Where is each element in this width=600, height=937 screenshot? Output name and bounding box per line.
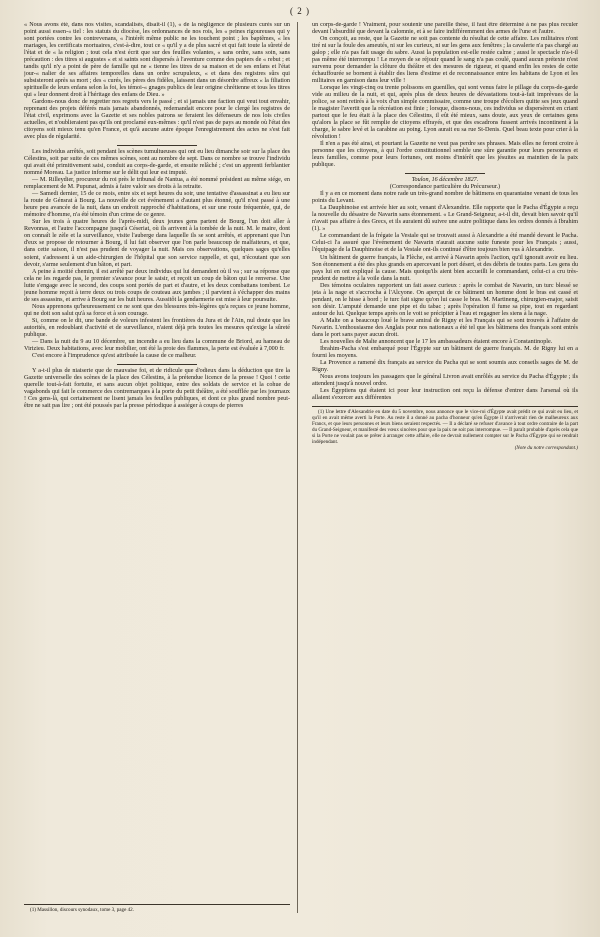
separator (405, 173, 485, 174)
columns (24, 22, 578, 913)
paragraph: Il y a en ce moment dans notre rade un très-grand nombre de bâtimens en quarantaine venant de tous les points du Levant. (312, 191, 578, 205)
paragraph: Le commandant de la frégate la Vestale qui se trouvait aussi à Alexandrie a été mandé devant le Pacha. Celui-ci l'a assuré que l'événement de Navarin n'aurait aucune suite funeste pour les Français ; aussi, l'équipage de la Dauphinoise et de la Vestale ont-ils continué d'être toujours bien vus à Alexandrie. (312, 233, 578, 254)
dateline: Toulon, 16 décembre 1827. (411, 177, 479, 184)
footnote (312, 409, 578, 451)
paragraph: un corps-de-garde ! Vraiment, pour soutenir une pareille thèse, il faut être déterminé à ne pas plus reculer devant l'absurdité que devant la calomnie, et à se faire indifféremment des armes de l'une et l'autre. (312, 22, 578, 36)
paragraph: Si, comme on le dit, une bande de voleurs infestent les frontières du Jura et de l'Ain, nul doute que les autorités, en redoublant d'activité et de surveillance, n'aient déjà pris toutes les mesures qu'exige la sûreté publique. (24, 317, 290, 338)
footnote-rule (312, 406, 578, 407)
page-number: ( 2 ) (290, 6, 310, 16)
paragraph: Ibrahim-Pacha s'est embarqué pour l'Égypte sur un bâtiment de guerre français. M. de Rigny lui en a fourni les moyens. (312, 345, 578, 359)
separator (117, 145, 197, 146)
paragraph: C'est encore à l'imprudence qu'est attribuée la cause de ce malheur. (32, 352, 197, 359)
paragraph: — Dans la nuit du 9 au 10 décembre, un incendie a eu lieu dans la commune de Briord, au hameau de Virizieu. Deux habitations, avec leur mobilier, ont été la proie des flammes, la perte est évaluée à 7,000 fr. (24, 338, 290, 352)
paragraph: A peine à moitié chemin, il est arrêté par deux individus qui lui demandent où il va ; sur sa réponse que cela ne les regarde pas, le premier s'avance pour le saisir, et reçoit un coup de bâton qui le renverse. Une lutte s'engage avec le second, des coups sont portés de part et d'autre, et les deux combattans tombent. Le jeune homme reçoit à terre deux ou trois coups de couteau aux jambes ; il parvient à s'échapper des mains de ses assassins, et arrive à Bourg sur les huit heures. Aussitôt la gendarmerie est mise à leur poursuite. (24, 268, 290, 303)
paragraph: La Dauphinoise est arrivée hier au soir, venant d'Alexandrie. Elle rapporte que le Pacha d'Égypte a reçu la nouvelle du désastre de Navarin sans étonnement. « Le Grand-Seigneur, a-t-il dit, devait bien savoir qu'il n'avait pas affaire à des Grecs, et ils auraient dû suivre une autre politique dans les ordres donnés à Ibrahim (1). » (312, 205, 578, 233)
paragraph: Gardons-nous donc de regretter nos regrets vers le passé ; et si jamais une faction qui veut tout envahir, reprenant des projets déférés mais jamais abandonnés, redemandait encore pour le clergé les registres de l'état civil, exprimons avec la Gazette et ses nobles patrons se feraient les défenseurs de nos lois civiles actuelles, et n'oublieraient pas qu'ils ont proclamé eux-mêmes : qu'il n'est pas de pays au monde où l'état des citoyens soit mieux tenu qu'en France, et qu'à aucune autre époque l'enregistrement des actes ne s'est fait avec plus de régularité. (24, 99, 290, 141)
paragraph: Des témoins oculaires rapportent un fait assez curieux : après le combat de Navarin, un turc blessé se jeta à la nage et s'accrocha à l'Alcyone. On aperçut de ce bâtiment un homme dont le bras est cassé et pendant, on le hisse à bord ; le turc fait signe qu'on lui casse le bras. M. Martineng, chirurgien-major, saisit son désir. L'amputé demande une pipe et du tabac ; après l'opération il fume sa pipe, tout en regardant autour de lui. Quelque temps après on le voit se précipiter à l'eau et regagner les siens à la nage. (312, 282, 578, 317)
quote-paragraph: « Nous avons été, dans nos visites, scandalisés, disait-il (1), « de la négligence de plusieurs curés sur un point aussi essen-« tiel : les statuts du diocèse, les ordonnances de nos rois, les « peines rigoureuses qui y sont portées contre les contrevenans, « l'intérêt même public ne les touchent point ; les baptêmes, « les mariages, les certificats mortuaires, c'est-à-dire, tout ce « qu'il y a de plus sacré et qui fait toute la sûreté de l'état et de « la religion ; tout cela n'est écrit que sur des feuilles volantes, « sans ordre, sans soin, sans précaution : des titres si augustes « et si saints sont dispersés à l'aventure comme des papiers de « rebut ; et tandis qu'il n'y a point de père de famille qui ne « tienne les titres de sa maison et de ses enfans et l'état jour-« nalier de ses affaires temporelles dans un ordre scrupuleux, « et dans des registres sûrs qui subsisteront après sa mort ; des « curés, les pères des fidèles, laissent dans un désordre affreux « la filiation spirituelle de leurs enfans selon la foi, les témoi-« gnages publics de leur origine chrétienne et tous les titres qui « leur donnent droit à l'héritage des enfans de Dieu. » (24, 22, 290, 99)
paragraph: Y a-t-il plus de niaiserie que de mauvaise foi, et de ridicule que d'odieux dans la déduction que tire la Gazette universelle des scènes de la place des Célestins, à la prétendue licence de la presse ! Quoi ! cette querelle tout-à-fait fortuite, et sans aucun objet politique, entre des soldats de service et la cohue de vagabonds qui fait le commerce des contremarques à la porte du petit théâtre, a été soufflée par les journaux ! Ces gens-là, qui certainement ne lisent jamais les feuilles publiques, et dont ce plus grand nombre peut-être ne sait pas lire ; ont été poussés par la presse périodique à assiéger à coups de pierres (24, 367, 290, 409)
paragraph: Nous avons toujours les passagers que le général Livron avait enrôlés au service du Pacha d'Égypte ; ils attendent jusqu'à nouvel ordre. (312, 373, 578, 387)
paragraph: Nous apprenons qu'heureusement ce ne sont que des blessures très-légères qu'a reçues ce jeune homme, qui ne doit son salut qu'à sa force et à son courage. (24, 303, 290, 317)
paragraph: A Malte on a beaucoup loué le brave amiral de Rigny et les Français qui se sont trouvés à l'affaire de Navarin. L'enthousiasme des Anglais pour nos nationaux a été tel que les bâtimens des français sont entrés dans le port sans payer aucun droit. (312, 317, 578, 338)
paragraph: Les nouvelles de Malte annoncent que le 17 les ambassadeurs étaient encore à Constantinople. (320, 338, 553, 345)
paragraph: On conçoit, au reste, que la Gazette ne soit pas contente du résultat de cette affaire. Les militaires n'ont tiré ni sur la foule des ameutés, ni sur les curieux, ni sur les gens aux fenêtres ; la cavalerie n'a pas chargé au galop ; elle n'a pas fait usage du sabre. Aussi la population est-elle restée calme ; aussi le spectacle n'a-t-il pas même été interrompu ! Le moyen de se réjouir quand le sang n'a pas coulé, quand aucun prétexte n'est survenu pour demander la clôture du théâtre et des mesures de rigueur, et quand enfin les restes de cette échauffourée se bornent à établir des liens d'estime et de reconnaissance entre les habitans de Lyon et les militaires en garnison dans leur ville ! (312, 36, 578, 85)
left-article (24, 22, 290, 410)
footnote (24, 907, 290, 913)
paragraph: — M. Rilleydier, procureur du roi près le tribunal de Nantua, a été nommé président au même siége, en remplacement de M. Pupunat, admis à faire valoir ses droits à la retraite. (24, 177, 290, 191)
paragraph: Lorsque les vingt-cinq ou trente polissons en guenilles, qui sont venus faire le pillage du corps-de-garde vide au milieu de la nuit, et qui, après plus de deux heures de dévastations tout-à-fait imprévues de la police, se sont retirés à la voix d'un simple commissaire, comme une troupe d'écoliers quitte ses jeux quand le magister l'avertit que la récréation est finie ; lorsque, disons-nous, ces individus se dispersèrent en criant partout que le feu était à la place des Célestins, il eût été mieux, sans doute, aux yeux de certaines gens qu'alors la place se fût remplie de citoyens effrayés, et que des escadrons fussent arrivés incontinent à la charge, le sabre levé et la carabine au poing. Lyon aurait eu sa rue St-Denis. Quel beau texte pour crier à la révolution ! (312, 85, 578, 141)
paragraph: Les Égyptiens qui étaient ici pour leur instruction ont reçu la défense d'entrer dans l'arsenal où ils allaient s'exercer aux différentes (312, 387, 578, 401)
right-column (312, 22, 578, 913)
correspondent-line: (Correspondance particulière du Précurseur.) (389, 184, 501, 191)
paragraph: — Samedi dernier, 15 de ce mois, entre six et sept heures du soir, une tentative d'assassinat a eu lieu sur la route de Génsrat à Bourg. La nouvelle de cet événement a d'autant plus étonné, qu'il n'est passé à une heure peu avancée de la nuit, dans un endroit rapproché d'habitations, et sur une route fréquentée, qui, de mémoire d'homme, n'a été témoin d'un crime de ce genre. (24, 191, 290, 219)
paragraph: Sur les trois à quatre heures de l'après-midi, deux jeunes gens partent de Bourg, l'un doit aller à Revonnas, et l'autre l'accompagne jusqu'à Céseriat, où ils arrivent à la tombée de la nuit. M. le maire, dont on connaît le zèle et la surveillance, visite l'auberge dans laquelle ils se sont arrêtés, et apprenant que l'un d'eux se propose de retourner à Bourg, il lui fait observer que l'on parle beaucoup de malfaiteurs, et que, dans cette saison, il n'est pas prudent de voyager la nuit. Mais ces observations, quelques sages qu'elles soient, s'adressent à un aide-chirurgien de l'hôpital que son service rappelle, et qui, n'écoutant que son devoir, s'arme seulement d'un bâton, et part. (24, 219, 290, 268)
footnote-text: (1) Une lettre d'Alexandrie en date du 5 novembre, nous annonce que le vice-roi d'Égypte avait prédit ce qui avait eu lieu, et qu'il en avait même averti la Porte. Au reste il a donné au pacha d'honneur qu'en Égypte il n'arriverait rien de malheureux aux Francs, et que leurs personnes et leurs biens seraient respectés. — Il a déclaré se refuser d'avance à tout ordre contraire de la part du Grand-Seigneur, et manifesté des vœux sincères pour que la paix ne soit pas interrompue. — Il paraît probable d'après cela que si la Porte ne voulait pas se prêter à arranger cette affaire, elle ne devrait nullement compter sur le Pacha d'Égypte qui se rendrait indépendant. (312, 408, 578, 445)
footnote-signature: (Note du notre correspondant.) (514, 444, 578, 451)
footnote-rule (24, 904, 290, 905)
left-column (24, 22, 298, 913)
paragraph: Un bâtiment de guerre français, la Flèche, est arrivé à Navarin après l'action, qu'il ignorait avoir eu lieu. Son étonnement a été des plus grands en apercevant le port désert, et des débris de toutes parts. Les gens du pays lui en ont expliqué la cause. Mais quoiqu'ils aient bien accueilli le commandant, celui-ci a cru très-prudent de mettre à la voile dans la nuit. (312, 254, 578, 282)
paragraph: Il n'en a pas été ainsi, et pourtant la Gazette ne veut pas perdre ses phrases. Mais elles ne feront croire à personne que les citoyens, à qui l'ordre constitutionnel semble une sûre garantie pour leurs personnes et leurs familles, comme pour leurs fortunes, ont moins d'intérêt que les jésuites au maintien de la paix publique. (312, 141, 578, 169)
separator (117, 364, 197, 365)
paragraph: La Provence a ramené dix français au service du Pacha qui se sont soumis aux conseils sages de M. de Rigny. (312, 359, 578, 373)
footnote-text: (1) Massillon, discours synodaux, tome 3, page 42. (30, 907, 134, 913)
paragraph: Les individus arrêtés, soit pendant les scènes tumultueuses qui ont eu lieu dimanche soir sur la place des Célestins, soit par suite de ces mêmes scènes, sont au nombre de sept. Dans ce nombre se trouve l'individu qui avait été primitivement saisi, conduit au corps-de-garde, et ensuite relâché ; c'est un apprenti ferblantier nommé Moreau. La justice informe sur le délit qui leur est imputé. (24, 149, 290, 177)
left-footnote-block (24, 900, 290, 913)
